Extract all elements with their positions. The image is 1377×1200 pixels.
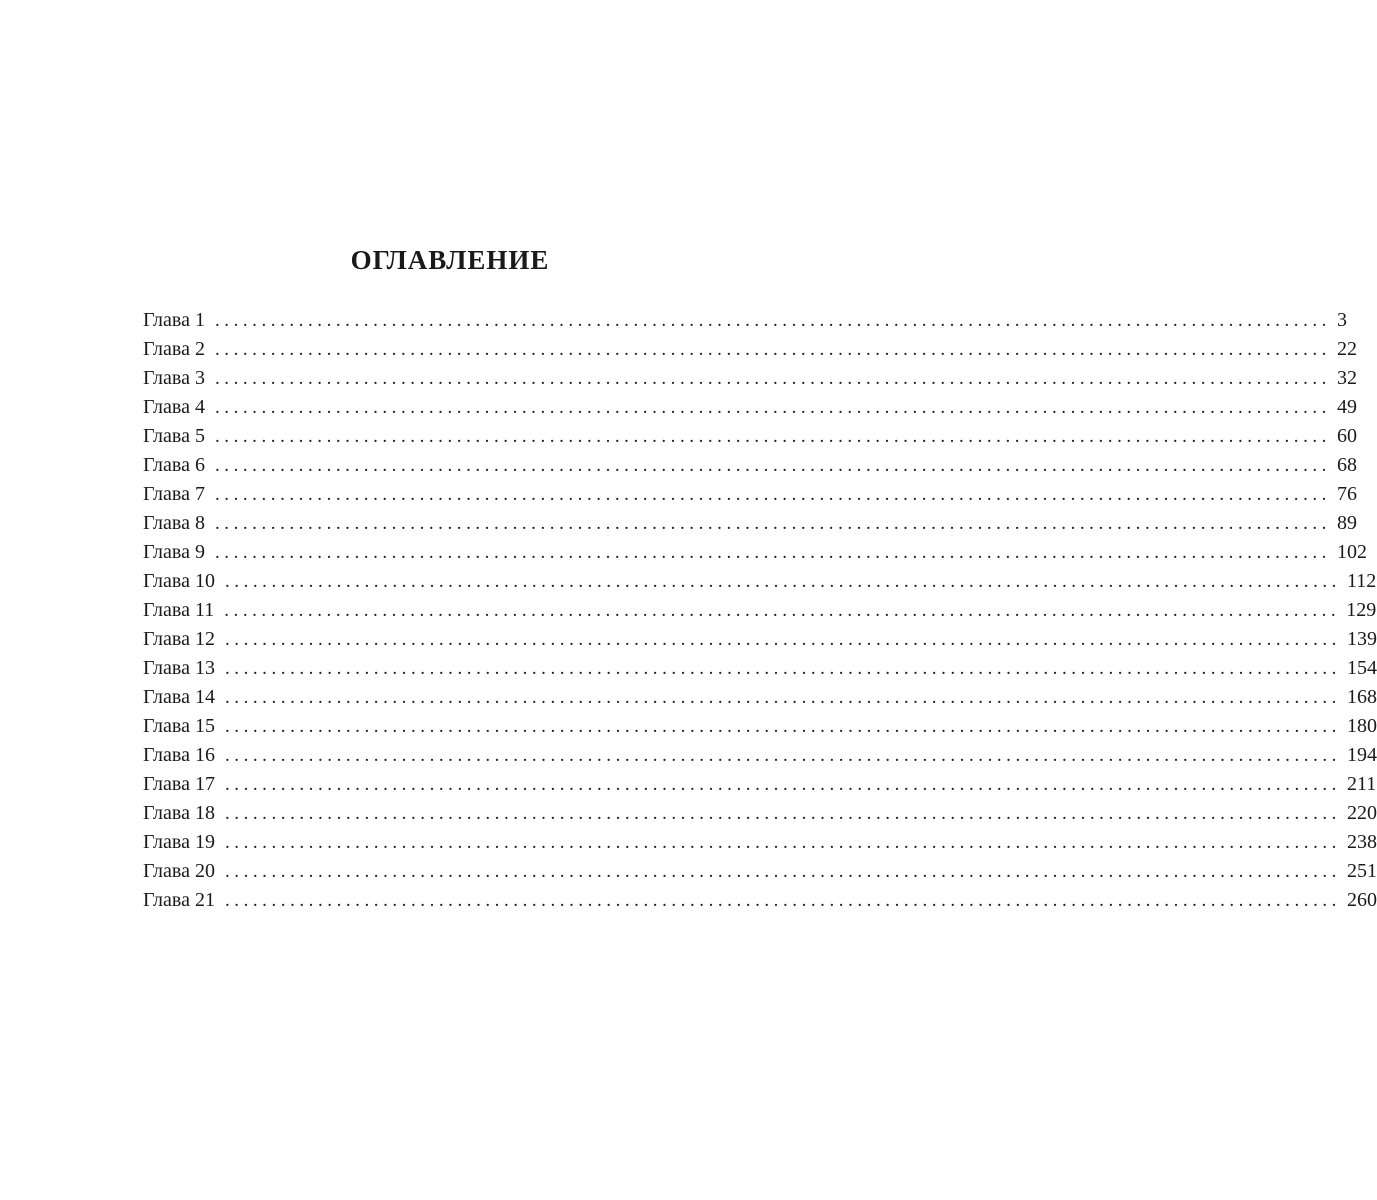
toc-entry-label: Глава 11 [143,599,215,621]
toc-dot-leader: ........................................................................................................................ [224,803,1341,824]
toc-entry-label: Глава 17 [143,773,215,795]
toc-entry [143,509,1357,538]
toc-entry [143,799,1377,828]
toc-entry-label: Глава 15 [143,715,215,737]
toc-entry [143,422,1357,451]
toc-entry-page: 238 [1346,831,1377,853]
toc-dot-leader: ........................................................................................................................ [214,310,1331,331]
toc-dot-leader: ........................................................................................................................ [214,513,1331,534]
toc-entry-label: Глава 21 [143,889,215,911]
toc-entry-page: 154 [1346,657,1377,679]
toc-dot-leader: ........................................................................................................................ [214,368,1331,389]
toc-entry-label: Глава 9 [143,541,205,563]
toc-entry [143,741,1377,770]
toc-dot-leader: ........................................................................................................................ [224,658,1341,679]
toc-entry-page: 102 [1336,541,1367,563]
toc-entry-page: 3 [1336,309,1347,331]
toc-entry-label: Глава 18 [143,802,215,824]
toc-entry-label: Глава 13 [143,657,215,679]
toc-dot-leader: ........................................................................................................................ [214,542,1331,563]
toc-dot-leader: ........................................................................................................................ [214,426,1331,447]
toc-entry [143,886,1377,915]
toc-entry-page: 180 [1346,715,1377,737]
toc-list [143,306,1377,915]
toc-entry-label: Глава 2 [143,338,205,360]
toc-entry [143,306,1347,335]
toc-dot-leader: ........................................................................................................................ [224,716,1341,737]
toc-entry-label: Глава 4 [143,396,205,418]
toc-entry-page: 194 [1346,744,1377,766]
toc-dot-leader: ........................................................................................................................ [224,629,1341,650]
toc-entry-label: Глава 8 [143,512,205,534]
toc-dot-leader: ........................................................................................................................ [224,832,1341,853]
toc-dot-leader: ........................................................................................................................ [224,687,1341,708]
toc-entry-label: Глава 5 [143,425,205,447]
toc-entry-page: 32 [1336,367,1357,389]
toc-dot-leader: ........................................................................................................................ [224,774,1341,795]
toc-entry-page: 112 [1346,570,1377,592]
toc-entry-label: Глава 14 [143,686,215,708]
toc-entry [143,335,1357,364]
toc-entry [143,596,1377,625]
toc-entry-page: 251 [1346,860,1377,882]
toc-entry [143,480,1357,509]
toc-dot-leader: ........................................................................................................................ [214,455,1331,476]
toc-entry [143,654,1377,683]
toc-entry-label: Глава 7 [143,483,205,505]
toc-entry [143,451,1357,480]
toc-dot-leader: ........................................................................................................................ [224,571,1341,592]
toc-dot-leader: ........................................................................................................................ [224,890,1341,911]
toc-entry-page: 22 [1336,338,1357,360]
toc-entry-label: Глава 16 [143,744,215,766]
toc-entry-label: Глава 1 [143,309,205,331]
toc-entry-label: Глава 10 [143,570,215,592]
toc-entry-page: 220 [1346,802,1377,824]
toc-entry-label: Глава 6 [143,454,205,476]
toc-entry-label: Глава 3 [143,367,205,389]
toc-dot-leader: ........................................................................................................................ [224,600,1341,621]
toc-entry [143,393,1357,422]
toc-entry [143,857,1377,886]
toc-entry-page: 139 [1346,628,1377,650]
toc-dot-leader: ........................................................................................................................ [214,484,1331,505]
toc-entry-page: 129 [1346,599,1377,621]
toc-dot-leader: ........................................................................................................................ [214,397,1331,418]
toc-entry [143,683,1377,712]
toc-entry [143,567,1377,596]
toc-entry-page: 49 [1336,396,1357,418]
toc-entry-page: 60 [1336,425,1357,447]
toc-entry [143,828,1377,857]
toc-entry-label: Глава 12 [143,628,215,650]
toc-entry [143,364,1357,393]
toc-entry [143,712,1377,741]
toc-dot-leader: ........................................................................................................................ [224,861,1341,882]
toc-entry [143,770,1377,799]
toc-entry [143,625,1377,654]
toc-entry-label: Глава 20 [143,860,215,882]
toc-title: ОГЛАВЛЕНИЕ [350,245,550,275]
toc-entry-page: 168 [1346,686,1377,708]
toc-entry-label: Глава 19 [143,831,215,853]
toc-entry [143,538,1367,567]
toc-entry-page: 211 [1346,773,1377,795]
toc-dot-leader: ........................................................................................................................ [224,745,1341,766]
toc-entry-page: 89 [1336,512,1357,534]
toc-entry-page: 76 [1336,483,1357,505]
toc-entry-page: 68 [1336,454,1357,476]
toc-dot-leader: ........................................................................................................................ [214,339,1331,360]
toc-entry-page: 260 [1346,889,1377,911]
